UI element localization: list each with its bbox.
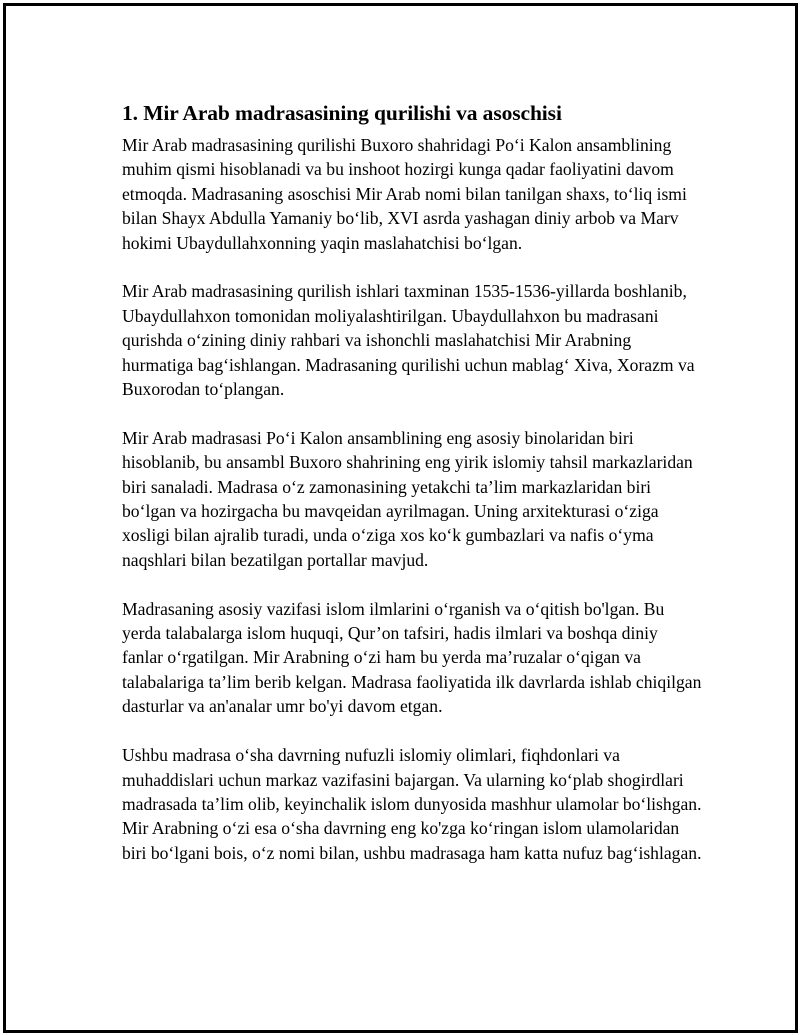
paragraph-5: Ushbu madrasa o‘sha davrning nufuzli islomiy olimlari, fiqhdonlari va muhaddislari uchun markaz vazifasini bajargan. Va ularning ko‘plab shogirdlari madrasada ta’lim olib, keyinchalik islom dunyosida mashhur ulamolar bo‘lishgan. Mir Arabning o‘zi esa o‘sha davrning eng ko'zga ko‘ringan islom ulamolaridan biri bo‘lgani bois, o‘z nomi bilan, ushbu madrasaga ham katta nufuz bag‘ishlagan.: [122, 745, 702, 863]
paragraph-3: Mir Arab madrasasi Po‘i Kalon ansamblining eng asosiy binolaridan biri hisoblanib, bu ansambl Buxoro shahrining eng yirik islomiy tahsil markazlaridan biri sanaladi. Madrasa o‘z zamonasining yetakchi ta’lim markazlaridan biri bo‘lgan va hozirgacha bu mavqeidan ayrilmagan. Uning arxitekturasi o‘ziga xosligi bilan ajralib turadi, unda o‘ziga xos ko‘k gumbazlari va nafis o‘yma naqshlari bilan bezatilgan portallar mavjud.: [122, 427, 693, 570]
section-heading: 1. Mir Arab madrasasining qurilishi va asoschisi: [122, 101, 562, 125]
paragraph-1: Mir Arab madrasasining qurilishi Buxoro shahridagi Po‘i Kalon ansamblining muhim qismi hisoblanadi va bu inshoot hozirgi kunga qadar faoliyatini davom etmoqda. Madrasaning asoschisi Mir Arab nomi bilan tanilgan shaxs, to‘liq ismi bilan Shayx Abdulla Yamaniy bo‘lib, XVI asrda yashagan diniy arbob va Marv hokimi Ubaydullahxonning yaqin maslahatchisi bo‘lgan.: [122, 135, 687, 253]
paragraph-4: Madrasaning asosiy vazifasi islom ilmlarini o‘rganish va o‘qitish bo'lgan. Bu yerda talabalarga islom huquqi, Qur’on tafsiri, hadis ilmlari va boshqa diniy fanlar o‘rgatilgan. Mir Arabning o‘zi ham bu yerda ma’ruzalar o‘qigan va talabalariga ta’lim berib kelgan. Madrasa faoliyatida ilk davrlarda ishlab chiqilgan dasturlar va an'analar umr bo'yi davom etgan.: [122, 598, 702, 717]
page-frame: [3, 3, 798, 1033]
paragraph-2: Mir Arab madrasasining qurilish ishlari taxminan 1535-1536-yillarda boshlanib, Ubaydullahxon tomonidan moliyalashtirilgan. Ubaydullahxon bu madrasani qurishda o‘zining diniy rahbari va ishonchli maslahatchisi Mir Arabning hurmatiga bag‘ishlangan. Madrasaning qurilishi uchun mablag‘ Xiva, Xorazm va Buxorodan to‘plangan.: [122, 281, 695, 400]
document-body: [122, 99, 702, 890]
